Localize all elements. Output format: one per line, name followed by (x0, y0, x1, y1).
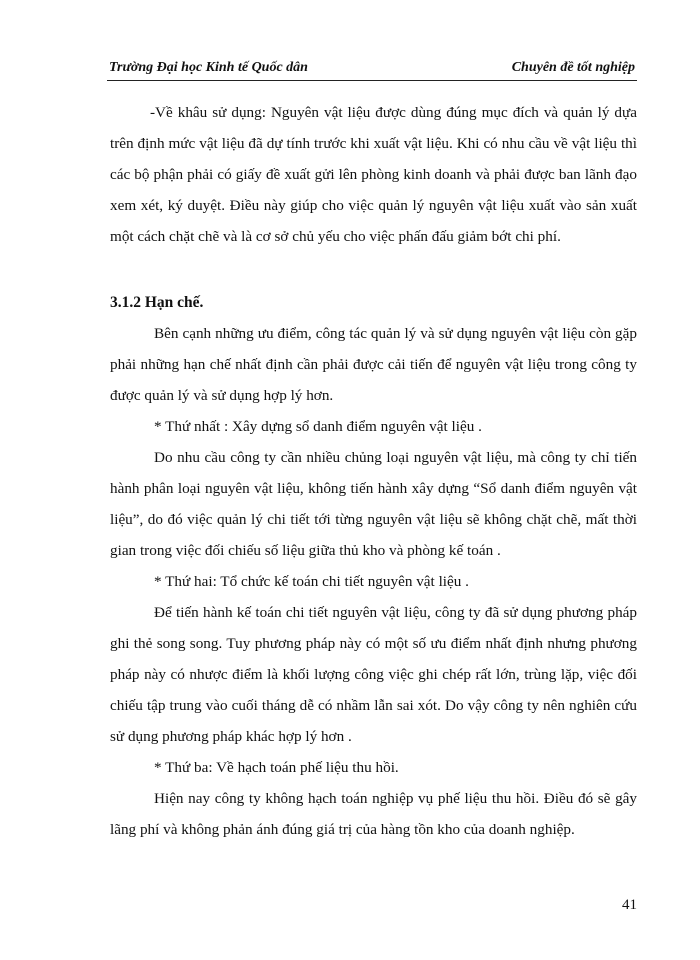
paragraph-limitations-intro: Bên cạnh những ưu điểm, công tác quản lý và sử dụng nguyên vật liệu còn gặp phải những hạn chế nhất định cần phải được cải tiến để nguyên vật liệu trong công ty được quản lý và sử dụng hợp lý hơn. (110, 325, 637, 404)
header-university: Trường Đại học Kinh tế Quốc dân (109, 60, 308, 75)
page-body (110, 97, 637, 845)
paragraph-usage: -Về khâu sử dụng: Nguyên vật liệu được dùng đúng mục đích và quản lý dựa trên định mức vật liệu đã dự tính trước khi xuất vật liệu. Khi có nhu cầu về vật liệu thì các bộ phận phải có giấy đề xuất gửi lên phòng kinh doanh và phải được ban lãnh đạo xem xét, ký duyệt. Điều này giúp cho việc quản lý nguyên vật liệu xuất vào sản xuất một cách chặt chẽ và là cơ sở chủ yếu cho việc phấn đấu giảm bớt chi phí. (110, 104, 637, 245)
paragraph-third: Hiện nay công ty không hạch toán nghiệp vụ phế liệu thu hồi. Điều đó sẽ gây lãng phí và không phản ánh đúng giá trị của hàng tồn kho của doanh nghiệp. (110, 790, 637, 838)
item-second: * Thứ hai: Tổ chức kế toán chi tiết nguyên vật liệu . (154, 573, 469, 590)
paragraph-first: Do nhu cầu công ty cần nhiều chủng loại nguyên vật liệu, mà công ty chỉ tiến hành phân loại nguyên vật liệu, không tiến hành xây dựng “Sổ danh điểm nguyên vật liệu”, do đó việc quản lý chi tiết tới từng nguyên vật liệu sẽ không chặt chẽ, mất thời gian trong việc đối chiếu số liệu giữa thủ kho và phòng kế toán . (110, 449, 637, 559)
paragraph-second: Để tiến hành kế toán chi tiết nguyên vật liệu, công ty đã sử dụng phương pháp ghi thẻ song song. Tuy phương pháp này có một số ưu điểm nhất định nhưng phương pháp này có nhược điểm là khối lượng công việc ghi chép rất lớn, trùng lặp, việc đối chiếu tập trung vào cuối tháng dễ có nhầm lẫn sai xót. Do vậy công ty nên nghiên cứu sử dụng phương pháp khác hợp lý hơn . (110, 604, 637, 745)
item-third: * Thứ ba: Về hạch toán phế liệu thu hồi. (154, 759, 399, 776)
page-header (107, 56, 637, 81)
section-heading: 3.1.2 Hạn chế. (110, 294, 204, 311)
page-number: 41 (622, 897, 637, 913)
header-document-type: Chuyên đề tốt nghiệp (511, 60, 635, 75)
item-first: * Thứ nhất : Xây dựng sổ danh điểm nguyên vật liệu . (154, 418, 482, 435)
